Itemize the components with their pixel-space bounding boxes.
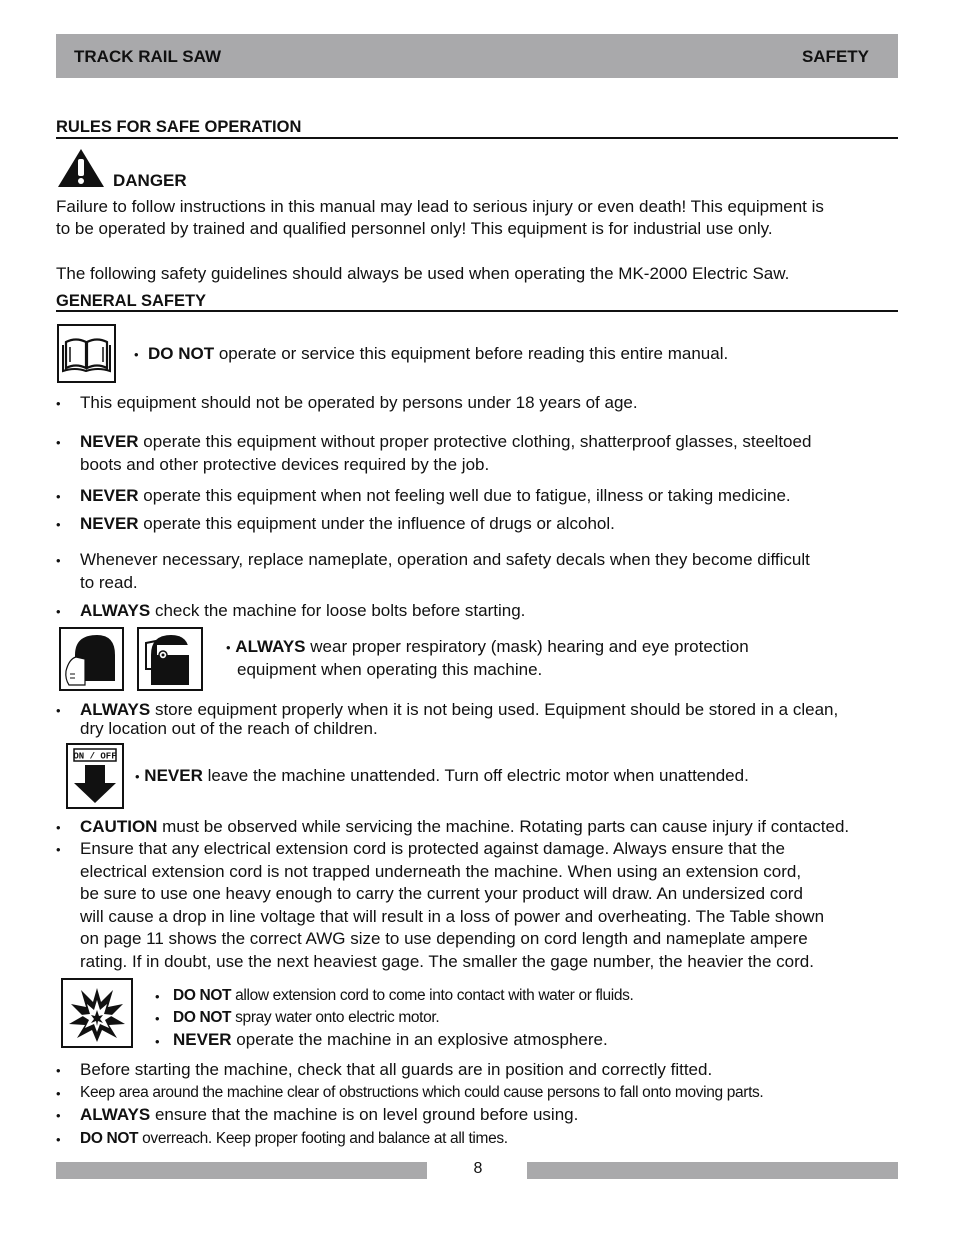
bullet: • [56, 489, 61, 504]
item-text: leave the machine unattended. Turn off electric motor when unattended. [202, 766, 749, 785]
item-cord-water [173, 984, 634, 1007]
item-extension-cord-line-2: electrical extension cord is not trapped underneath the machine. When using an extension cord, [80, 862, 802, 881]
on-off-switch-icon [66, 743, 124, 809]
page-number: 8 [473, 1160, 483, 1177]
page-header [56, 34, 898, 78]
item-minimum-age: This equipment should not be operated by persons under 18 years of age. [80, 393, 638, 412]
bullet: • [56, 435, 61, 450]
item-protective-clothing [80, 430, 811, 453]
item-replace-decals-cont: to read. [80, 573, 138, 592]
item-text: operate this equipment under the influence of drugs or alcohol. [138, 514, 615, 533]
footer-bar-right [527, 1162, 898, 1179]
emphasis: ALWAYS [80, 1105, 151, 1124]
bullet: • [56, 1086, 61, 1101]
item-extension-cord-line-5: on page 11 shows the correct AWG size to use depending on cord length and nameplate ampere [80, 929, 808, 948]
item-text: allow extension cord to come into contact with water or fluids. [231, 987, 634, 1004]
item-drugs-alcohol [80, 512, 615, 535]
emphasis: DO NOT [173, 987, 232, 1004]
item-text: check the machine for loose bolts before starting. [150, 601, 526, 620]
explosion-icon [61, 978, 133, 1048]
item-text: operate the machine in an explosive atmosphere. [231, 1030, 608, 1049]
emphasis: NEVER [80, 486, 139, 505]
danger-text-line-1: Failure to follow instructions in this manual may lead to serious injury or even death! This equipment is [56, 197, 824, 216]
bullet: • [56, 1132, 61, 1147]
item-text: ensure that the machine is on level ground before using. [150, 1105, 579, 1124]
item-fatigue [80, 484, 791, 507]
item-respiratory-protection [226, 635, 749, 659]
item-text: operate this equipment when not feeling well due to fatigue, illness or taking medicine. [138, 486, 791, 505]
item-spray-water [173, 1006, 439, 1029]
bullet: • [135, 769, 140, 784]
emphasis: CAUTION [80, 817, 158, 836]
item-level-ground [80, 1103, 578, 1126]
item-text: wear proper respiratory (mask) hearing and eye protection [305, 637, 749, 656]
item-store-equipment-cont: dry location out of the reach of children. [80, 719, 378, 738]
bullet: • [56, 1063, 61, 1078]
bullet: • [155, 989, 160, 1004]
item-replace-decals: Whenever necessary, replace nameplate, operation and safety decals when they become difficult [80, 550, 810, 569]
emphasis: ALWAYS [80, 601, 151, 620]
rules-section-rule [56, 137, 898, 139]
emphasis: DO NOT [148, 344, 215, 363]
item-obstructions: Keep area around the machine clear of obstructions which could cause persons to fall onto moving parts. [80, 1084, 764, 1101]
rules-section-title: RULES FOR SAFE OPERATION [56, 118, 302, 136]
respirator-mask-icon [59, 627, 124, 691]
manual-book-icon [57, 324, 116, 383]
item-text: operate or service this equipment before reading this entire manual. [214, 344, 729, 363]
bullet: • [56, 396, 61, 411]
bullet: • [56, 1108, 61, 1123]
item-read-manual [134, 342, 728, 366]
item-extension-cord-line-1: Ensure that any electrical extension cord is protected against damage. Always ensure that the [80, 839, 785, 858]
switch-label: ON / OFF [73, 751, 117, 762]
emphasis: NEVER [80, 514, 139, 533]
item-overreach [80, 1127, 508, 1150]
danger-label: DANGER [113, 171, 187, 190]
item-unattended [135, 764, 749, 788]
header-title: TRACK RAIL SAW [74, 47, 222, 66]
emphasis: DO NOT [173, 1009, 232, 1026]
bullet: • [155, 1011, 160, 1026]
item-extension-cord-line-6: rating. If in doubt, use the next heaviest gage. The smaller the gage number, the heavier the cord. [80, 952, 814, 971]
item-extension-cord-line-4: will cause a drop in line voltage that will result in a loss of power and overheating. The Table shown [80, 907, 825, 926]
bullet: • [56, 842, 61, 857]
general-section-title: GENERAL SAFETY [56, 292, 207, 310]
item-guards: Before starting the machine, check that all guards are in position and correctly fitted. [80, 1060, 713, 1079]
danger-text-line-2: to be operated by trained and qualified personnel only! This equipment is for industrial use only. [56, 219, 773, 238]
emphasis: DO NOT [80, 1130, 139, 1147]
item-loose-bolts [80, 599, 525, 622]
guidelines-intro: The following safety guidelines should always be used when operating the MK-2000 Electric Saw. [56, 264, 790, 283]
item-protective-clothing-cont: boots and other protective devices required by the job. [80, 455, 490, 474]
emphasis: NEVER [80, 432, 139, 451]
bullet: • [134, 347, 139, 362]
emphasis: ALWAYS [80, 700, 151, 719]
item-text: overreach. Keep proper footing and balance at all times. [138, 1130, 508, 1147]
item-respiratory-protection-cont: equipment when operating this machine. [237, 660, 543, 679]
bullet: • [56, 517, 61, 532]
bullet: • [56, 553, 61, 568]
item-text: spray water onto electric motor. [231, 1009, 440, 1026]
emphasis: NEVER [144, 766, 203, 785]
item-text: must be observed while servicing the machine. Rotating parts can cause injury if contacted. [157, 817, 850, 836]
bullet: • [56, 820, 61, 835]
header-section: SAFETY [801, 47, 869, 66]
item-text: operate this equipment without proper protective clothing, shatterproof glasses, steeltoed [138, 432, 812, 451]
general-section-rule [56, 310, 898, 312]
emphasis: ALWAYS [235, 637, 306, 656]
item-explosive-atmosphere [173, 1028, 608, 1051]
warning-triangle-icon [57, 148, 105, 188]
emphasis: NEVER [173, 1030, 232, 1049]
item-extension-cord-line-3: be sure to use one heavy enough to carry the current your product will draw. An undersized cord [80, 884, 803, 903]
ear-eye-protection-icon [137, 627, 203, 691]
item-caution-servicing [80, 815, 849, 838]
bullet: • [226, 640, 231, 655]
bullet: • [56, 703, 61, 718]
bullet: • [155, 1034, 160, 1049]
bullet: • [56, 604, 61, 619]
item-text: store equipment properly when it is not being used. Equipment should be stored in a clean, [150, 700, 839, 719]
footer-bar-left [56, 1162, 427, 1179]
